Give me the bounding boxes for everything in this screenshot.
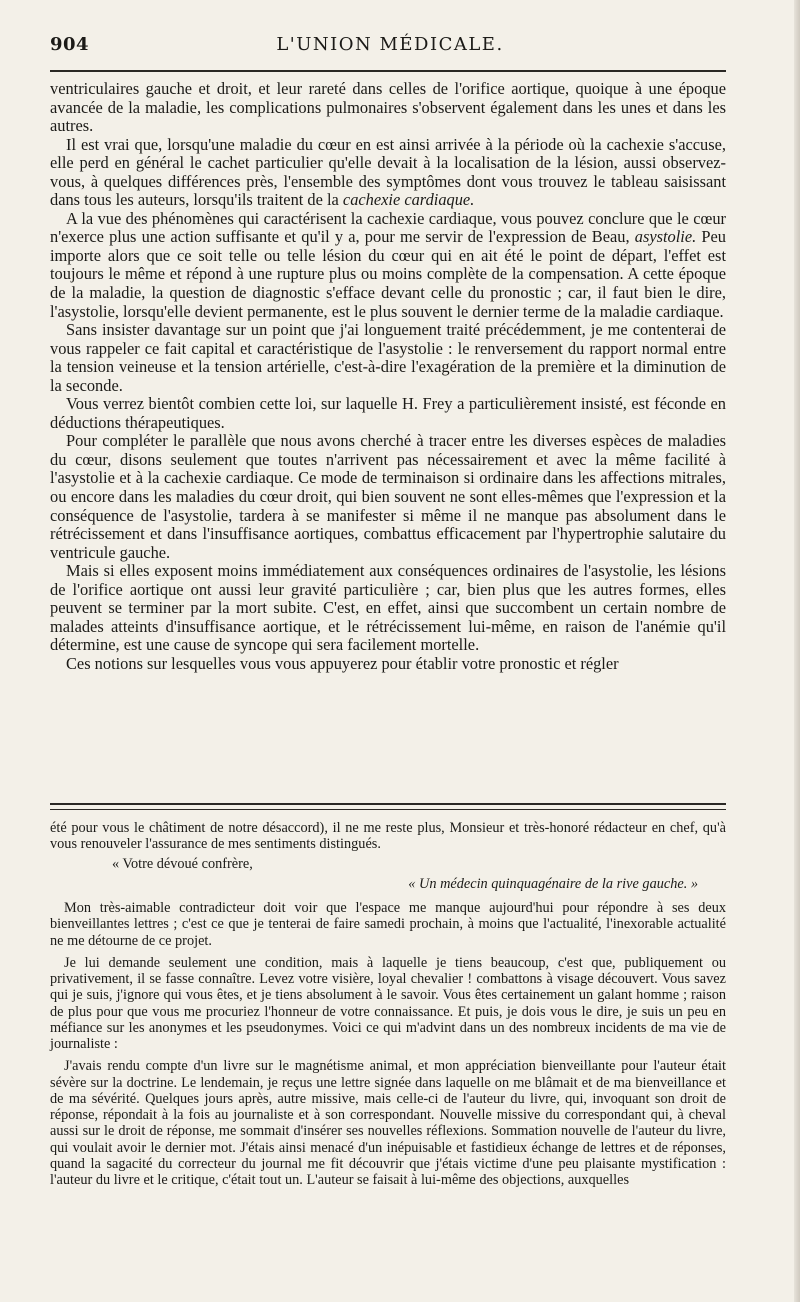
paragraph: Sans insister davantage sur un point que j'ai longuement traité précédemment, je me contenterai de vous rappeler ce fait capital et caractéristique de l'asystolie : le renversement du rapport normal entre la tension veineuse et la tension artérielle, c'est-à-dire l'exagération de la première et la diminution de la seconde. — [50, 320, 726, 395]
italic-term: cachexie cardiaque. — [342, 190, 475, 210]
paragraph — [50, 136, 726, 210]
paragraph-text: Il est vrai que, lorsqu'une maladie du cœur en est ainsi arrivée à la période où la cachexie s'accuse, elle perd en général le cachet particulier qu'elle devait à la localisation de la lésion, aussi observez-vous, à quelques différences près, l'ensemble des symptômes dont vous trouvez le tableau saisissant dans tous les auteurs, lorsqu'ils traitent de la — [50, 134, 726, 210]
paragraph: Vous verrez bientôt combien cette loi, sur laquelle H. Frey a particulièrement insisté, est féconde en déductions thérapeutiques. — [50, 394, 726, 432]
paragraph: Mais si elles exposent moins immédiatement aux conséquences ordinaires de l'asystolie, les lésions de l'orifice aortique ont aussi leur gravité particulière ; car, bien plus que les autres formes, elles peuvent se terminer par la mort subite. C'est, en effet, ainsi que succombent un certain nombre de malades atteints d'insuffisance aortique, et le rétrécissement lui-même, en raison de l'anémie qu'il détermine, est une cause de syncope qui sera facilement mortelle. — [50, 561, 726, 655]
feuilleton-separator — [50, 803, 726, 810]
feuilleton-paragraph: J'avais rendu compte d'un livre sur le magnétisme animal, et mon appréciation bienveillante pour l'auteur était sévère sur la doctrine. Le lendemain, je reçus une lettre signée dans laquelle on me blâmait et de ma bienveillance et de ma sévérité. Quelques jours après, autre missive, mais celle-ci de l'auteur du livre, qui, invoquant son droit de réponse, répondait à la fois au journaliste et à son correspondant. Nouvelle missive du correspondant qui, à cheval aussi sur le droit de réponse, me sommait d'insérer ses nouvelles réflexions. Sommation nouvelle de l'auteur du livre, qui voulait avoir le dernier mot. J'étais ainsi menacé d'un inépuisable et fastidieux échange de lettres et de réponses, quand la sagacité du correcteur du journal me fit découvrir que j'étais victime d'une peu plaisante mystification : l'auteur du livre et le critique, c'était tout un. L'auteur se faisait à lui-même des objections, auxquelles — [50, 1058, 726, 1188]
paragraph: Ces notions sur lesquelles vous vous appuyerez pour établir votre pronostic et régler — [66, 653, 619, 673]
feuilleton-paragraph: Je lui demande seulement une condition, mais à laquelle je tiens beaucoup, c'est que, publiquement ou privativement, il se fasse connaître. Levez votre visière, loyal chevalier ! combattons à visage découvert. Vous savez qui je suis, j'ignore qui vous êtes, et je tiens absolument à le savoir. Vous êtes certainement un galant homme ; raison de plus pour que vous me procuriez l'honneur de votre connaissance. Et puis, je dois vous le dire, je suis un peu en méfiance sur les anonymes et les pseudonymes. Voici ce qui m'advint dans un des nombreux incidents de ma vie de journaliste : — [50, 954, 726, 1052]
paragraph-text: Peu importe alors que ce soit telle ou telle lésion du cœur qui en ait été le point de départ, l'effet est toujours le même et répond à une rupture plus ou moins complète de la compensation. A cette époque de la maladie, la question de diagnostic s'efface devant celle du pronostic ; car, il faut bien le dire, l'asystolie, lorsqu'elle devient permanente, est le plus souvent le dernier terme de la maladie cardiaque. — [50, 227, 726, 321]
header-rule — [50, 70, 726, 72]
paragraph: ventriculaires gauche et droit, et leur rareté dans celles de l'orifice aortique, quoique à une époque avancée de la maladie, les complications pulmonaires s'observent également dans les unes et dans les autres. — [50, 79, 726, 136]
feuilleton-body — [50, 820, 726, 1194]
signature: « Un médecin quinquagénaire de la rive gauche. » — [408, 875, 698, 892]
page-edge — [794, 0, 800, 1302]
paragraph: Pour compléter le parallèle que nous avons cherché à tracer entre les diverses espèces de maladies du cœur, disons seulement que toutes n'arrivent pas nécessairement et avec la même facilité à l'asystolie et à la cachexie cardiaque. Ce mode de terminaison si ordinaire dans les affections mitrales, ou encore dans les maladies du cœur droit, qui bien souvent ne sont elles-mêmes que l'expression et la conséquence de l'asystolie, tardera à se manifester si même il ne manque pas absolument dans le rétrécissement et dans l'insuffisance aortiques, combattus efficacement par l'hypertrophie salutaire du ventricule gauche. — [50, 431, 726, 562]
article-body — [50, 80, 726, 674]
feuilleton-paragraph: été pour vous le châtiment de notre désaccord), il ne me reste plus, Monsieur et très-honoré rédacteur en chef, qu'à vous renouveler l'assurance de mes sentiments distingués. — [50, 820, 726, 853]
paragraph-text: A la vue des phénomènes qui caractérisent la cachexie cardiaque, vous pouvez conclure que le cœur n'exerce plus une action suffisante et qu'il y a, pour me servir de l'expression de Beau, — [50, 208, 726, 247]
journal-title: L'UNION MÉDICALE. — [276, 34, 504, 55]
salutation: « Votre dévoué confrère, — [112, 855, 253, 872]
running-header — [50, 34, 730, 60]
italic-term: asystolie. — [634, 227, 697, 247]
feuilleton-paragraph: Mon très-aimable contradicteur doit voir que l'espace me manque aujourd'hui pour répondre à ses deux bienveillantes lettres ; c'est ce que je tenterai de faire samedi prochain, à moins que l'actualité, l'inexorable actualité ne me détourne de ce projet. — [50, 900, 726, 949]
page-number: 904 — [50, 34, 90, 55]
paragraph — [50, 210, 726, 321]
